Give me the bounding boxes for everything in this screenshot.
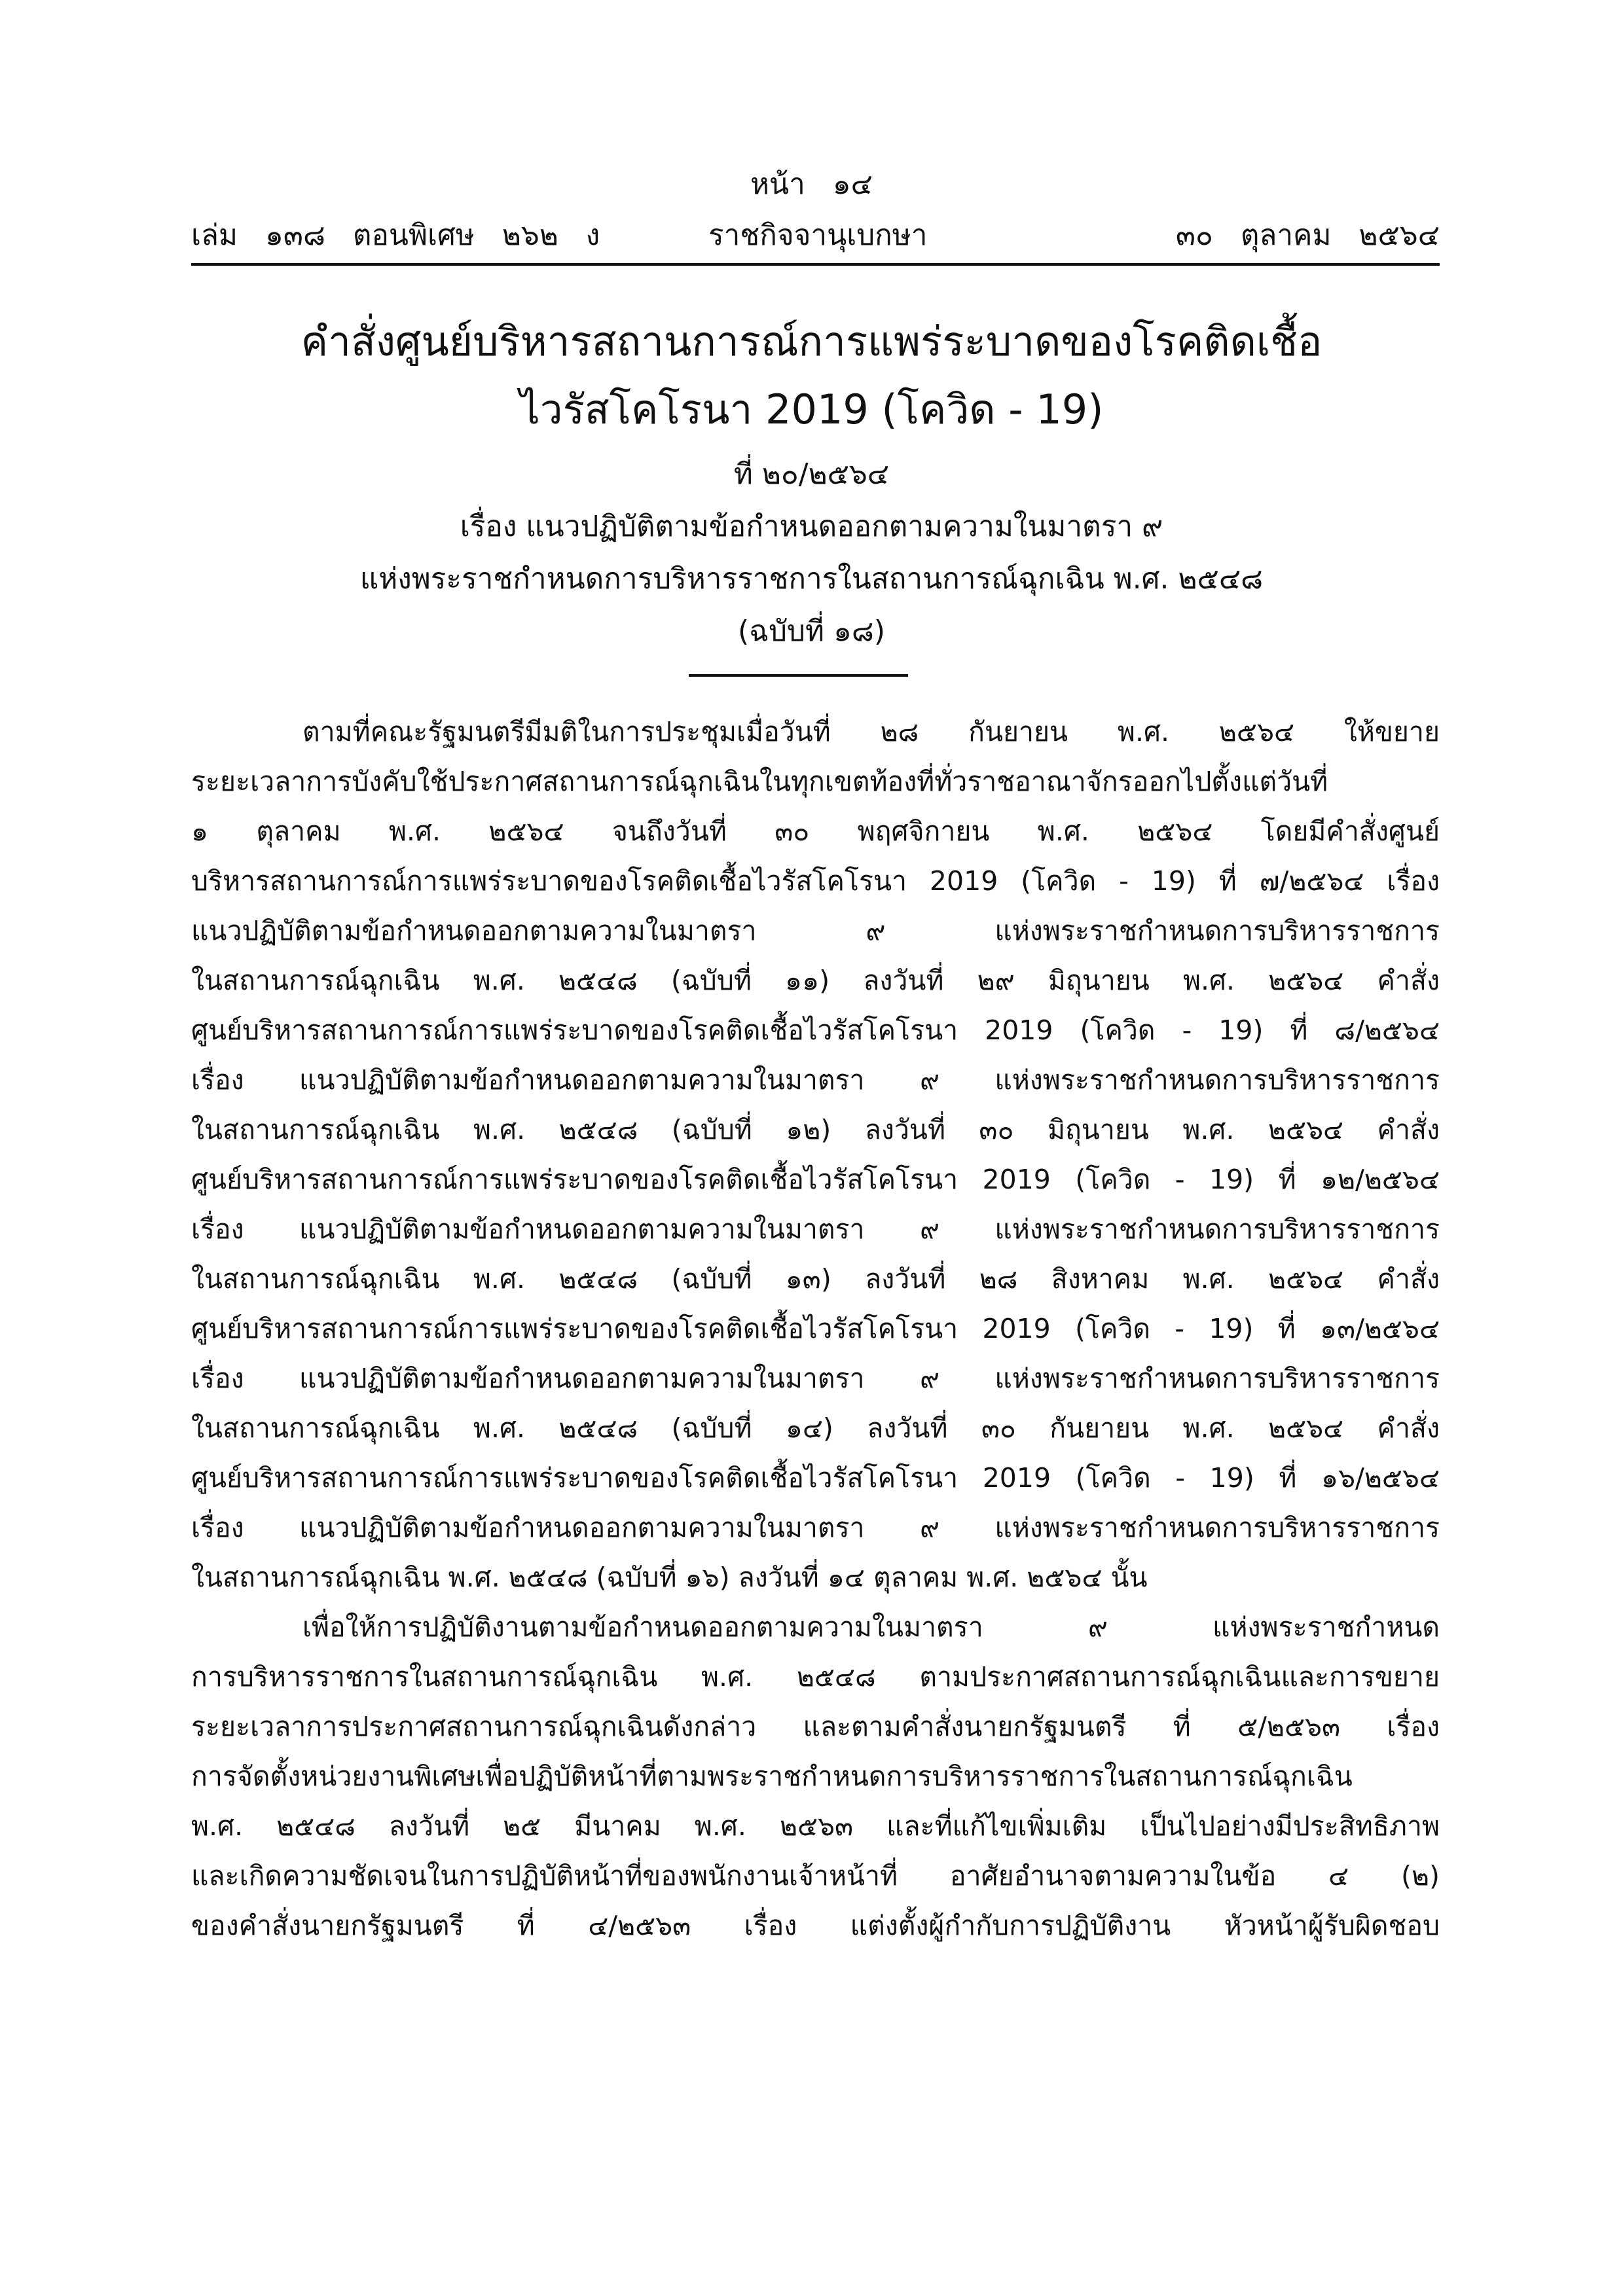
paragraph-line: ศูนย์บริหารสถานการณ์การแพร่ระบาดของโรคติดเชื้อไวรัสโคโรนา 2019 (โควิด - 19) ที่ ๑๖/๒๕๖๔: [191, 1462, 1440, 1494]
paragraph-line: พ.ศ. ๒๕๔๘ ลงวันที่ ๒๕ มีนาคม พ.ศ. ๒๕๖๓ และที่แก้ไขเพิ่มเติม เป็นไปอย่างมีประสิทธิภาพ: [191, 1810, 1440, 1842]
document-body: [191, 707, 1440, 1950]
order-title: [0, 308, 1623, 444]
paragraph-background: [191, 707, 1440, 1602]
paragraph-line: ศูนย์บริหารสถานการณ์การแพร่ระบาดของโรคติดเชื้อไวรัสโคโรนา 2019 (โควิด - 19) ที่ ๑๒/๒๕๖๔: [191, 1164, 1440, 1195]
order-number: ที่ ๒๐/๒๕๖๔: [733, 457, 890, 491]
paragraph-line: และเกิดความชัดเจนในการปฏิบัติหน้าที่ของพนักงานเจ้าหน้าที่ อาศัยอำนาจตามความในข้อ ๔ (๒): [191, 1860, 1440, 1892]
page-number: หน้า ๑๔: [750, 168, 873, 201]
paragraph-line: บริหารสถานการณ์การแพร่ระบาดของโรคติดเชื้อไวรัสโคโรนา 2019 (โควิด - 19) ที่ ๗/๒๕๖๔ เรื่อง: [191, 865, 1440, 897]
paragraph-line: ศูนย์บริหารสถานการณ์การแพร่ระบาดของโรคติดเชื้อไวรัสโคโรนา 2019 (โควิด - 19) ที่ ๘/๒๕๖๔: [191, 1014, 1440, 1046]
paragraph-line: ในสถานการณ์ฉุกเฉิน พ.ศ. ๒๕๔๘ (ฉบับที่ ๑๒) ลงวันที่ ๓๐ มิถุนายน พ.ศ. ๒๕๖๔ คำสั่ง: [191, 1114, 1440, 1145]
volume-info: เล่ม ๑๓๘ ตอนพิเศษ ๒๖๒ ง: [191, 219, 600, 252]
paragraph-line: การบริหารราชการในสถานการณ์ฉุกเฉิน พ.ศ. ๒๕๔๘ ตามประกาศสถานการณ์ฉุกเฉินและการขยาย: [191, 1661, 1440, 1693]
paragraph-line: ในสถานการณ์ฉุกเฉิน พ.ศ. ๒๕๔๘ (ฉบับที่ ๑๖) ลงวันที่ ๑๔ ตุลาคม พ.ศ. ๒๕๖๔ นั้น: [191, 1562, 1148, 1593]
paragraph-line: ตามที่คณะรัฐมนตรีมีมติในการประชุมเมื่อวันที่ ๒๘ กันยายน พ.ศ. ๒๕๖๔ ให้ขยาย: [302, 716, 1440, 747]
paragraph-line: แนวปฏิบัติตามข้อกำหนดออกตามความในมาตรา ๙ แห่งพระราชกำหนดการบริหารราชการ: [191, 915, 1440, 946]
title-divider: [689, 674, 908, 677]
gazette-name: ราชกิจจานุเบกษา: [708, 219, 928, 252]
header-divider: [191, 263, 1440, 266]
paragraph-line: เรื่อง แนวปฏิบัติตามข้อกำหนดออกตามความในมาตรา ๙ แห่งพระราชกำหนดการบริหารราชการ: [191, 1064, 1440, 1096]
order-act-reference: แห่งพระราชกำหนดการบริหารราชการในสถานการณ์ฉุกเฉิน พ.ศ. ๒๕๔๘: [359, 562, 1264, 596]
order-issue-number: (ฉบับที่ ๑๘): [737, 615, 886, 648]
paragraph-line: ในสถานการณ์ฉุกเฉิน พ.ศ. ๒๕๔๘ (ฉบับที่ ๑๑) ลงวันที่ ๒๙ มิถุนายน พ.ศ. ๒๕๖๔ คำสั่ง: [191, 965, 1440, 996]
paragraph-line: เรื่อง แนวปฏิบัติตามข้อกำหนดออกตามความในมาตรา ๙ แห่งพระราชกำหนดการบริหารราชการ: [191, 1363, 1440, 1394]
paragraph-line: ของคำสั่งนายกรัฐมนตรี ที่ ๔/๒๕๖๓ เรื่อง แต่งตั้งผู้กำกับการปฏิบัติงาน หัวหน้าผู้รับผิดชอบ: [191, 1910, 1440, 1941]
paragraph-purpose: [191, 1602, 1440, 1950]
gazette-header: [191, 215, 1440, 257]
order-subject: เรื่อง แนวปฏิบัติตามข้อกำหนดออกตามความในมาตรา ๙: [460, 510, 1163, 543]
paragraph-line: ระยะเวลาการบังคับใช้ประกาศสถานการณ์ฉุกเฉินในทุกเขตท้องที่ทั่วราชอาณาจักรออกไปตั้งแต่วันที่: [191, 766, 1328, 797]
paragraph-line: เรื่อง แนวปฏิบัติตามข้อกำหนดออกตามความในมาตรา ๙ แห่งพระราชกำหนดการบริหารราชการ: [191, 1512, 1440, 1543]
paragraph-line: เพื่อให้การปฏิบัติงานตามข้อกำหนดออกตามความในมาตรา ๙ แห่งพระราชกำหนด: [302, 1611, 1440, 1643]
order-title-line-2: ไวรัสโคโรนา 2019 (โควิด - 19): [519, 386, 1104, 433]
paragraph-line: เรื่อง แนวปฏิบัติตามข้อกำหนดออกตามความในมาตรา ๙ แห่งพระราชกำหนดการบริหารราชการ: [191, 1213, 1440, 1245]
paragraph-line: ศูนย์บริหารสถานการณ์การแพร่ระบาดของโรคติดเชื้อไวรัสโคโรนา 2019 (โควิด - 19) ที่ ๑๓/๒๕๖๔: [191, 1313, 1440, 1344]
paragraph-line: ระยะเวลาการประกาศสถานการณ์ฉุกเฉินดังกล่าว และตามคำสั่งนายกรัฐมนตรี ที่ ๕/๒๕๖๓ เรื่อง: [191, 1711, 1440, 1742]
paragraph-line: ๑ ตุลาคม พ.ศ. ๒๕๖๔ จนถึงวันที่ ๓๐ พฤศจิกายน พ.ศ. ๒๕๖๔ โดยมีคำสั่งศูนย์: [191, 816, 1440, 847]
paragraph-line: ในสถานการณ์ฉุกเฉิน พ.ศ. ๒๕๔๘ (ฉบับที่ ๑๔) ลงวันที่ ๓๐ กันยายน พ.ศ. ๒๕๖๔ คำสั่ง: [191, 1412, 1440, 1444]
paragraph-line: การจัดตั้งหน่วยงานพิเศษเพื่อปฏิบัติหน้าที่ตามพระราชกำหนดการบริหารราชการในสถานการณ์ฉุกเฉิน: [191, 1761, 1353, 1792]
publication-date: ๓๐ ตุลาคม ๒๕๖๔: [1175, 219, 1440, 252]
order-title-line-1: คำสั่งศูนย์บริหารสถานการณ์การแพร่ระบาดของโรคติดเชื้อ: [301, 317, 1322, 365]
paragraph-line: ในสถานการณ์ฉุกเฉิน พ.ศ. ๒๕๔๘ (ฉบับที่ ๑๓) ลงวันที่ ๒๘ สิงหาคม พ.ศ. ๒๕๖๔ คำสั่ง: [191, 1263, 1440, 1295]
